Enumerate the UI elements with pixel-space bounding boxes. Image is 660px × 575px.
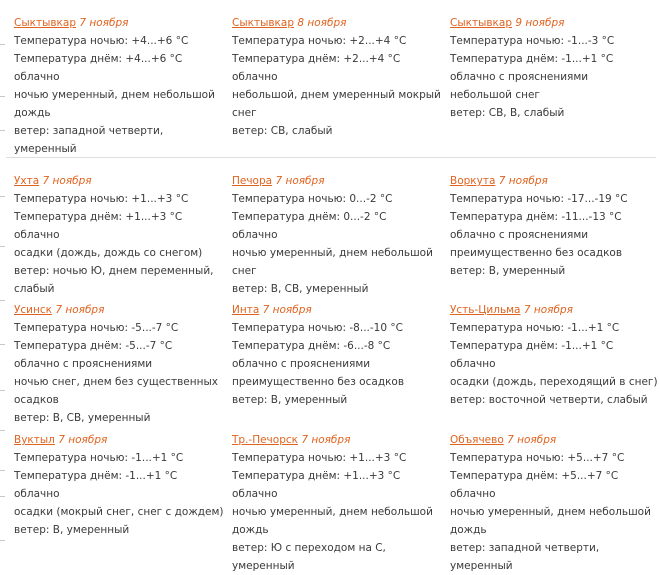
precipitation: ночью умеренный, днем небольшой дождь	[14, 89, 215, 119]
forecast-date: 7 ноября	[58, 434, 108, 446]
forecast-date: 7 ноября	[275, 175, 325, 187]
cloudiness: облачно с прояснениями	[450, 71, 589, 83]
wind: ветер: В, умеренный	[450, 265, 566, 277]
precipitation: осадки (мокрый снег, снег с дождем)	[14, 506, 224, 518]
forecast-card	[232, 301, 447, 409]
forecast-date: 9 ноября	[515, 17, 565, 29]
forecast-date: 8 ноября	[297, 17, 347, 29]
precipitation: преимущественно без осадков	[232, 376, 405, 388]
day-temperature: Температура днём: +5...+7 °С	[450, 470, 619, 482]
left-edge-marks	[0, 0, 6, 572]
forecast-card	[14, 431, 229, 539]
day-temperature: Температура днём: +1...+3 °С	[14, 211, 183, 223]
precipitation: осадки (дождь, дождь со снегом)	[14, 247, 203, 259]
day-temperature: Температура днём: +2...+4 °С	[232, 53, 401, 65]
precipitation: небольшой, днем умеренный мокрый снег	[232, 89, 441, 119]
precipitation: ночью умеренный, днем небольшой дождь	[450, 506, 651, 536]
cloudiness: облачно с прояснениями	[232, 358, 371, 370]
forecast-date: 7 ноября	[507, 434, 557, 446]
cloudiness: облачно с прояснениями	[450, 229, 589, 241]
cloudiness: облачно	[14, 71, 60, 83]
wind: ветер: западной четверти, умеренный	[450, 542, 600, 572]
cloudiness: облачно	[450, 358, 496, 370]
forecast-card	[232, 172, 447, 298]
forecast-date: 7 ноября	[55, 304, 105, 316]
city-link[interactable]: Инта	[232, 304, 260, 316]
wind: ветер: западной четверти, умеренный	[14, 125, 164, 155]
precipitation: ночью умеренный, днем небольшой дождь	[232, 506, 433, 536]
wind: ветер: СВ, слабый	[232, 125, 333, 137]
city-link[interactable]: Сыктывкар	[14, 17, 77, 29]
night-temperature: Температура ночью: -5...-7 °С	[14, 322, 179, 334]
forecast-date: 7 ноября	[79, 17, 129, 29]
forecast-card	[450, 431, 660, 575]
precipitation: небольшой снег	[450, 89, 540, 101]
city-link[interactable]: Усинск	[14, 304, 52, 316]
night-temperature: Температура ночью: -1...+1 °С	[450, 322, 620, 334]
forecast-date: 7 ноября	[498, 175, 548, 187]
night-temperature: Температура ночью: +1...+3 °С	[14, 193, 189, 205]
city-link[interactable]: Вуктыл	[14, 434, 55, 446]
wind: ветер: Ю с переходом на С, умеренный	[232, 542, 386, 572]
forecast-card	[450, 301, 660, 409]
city-link[interactable]: Воркута	[450, 175, 496, 187]
cloudiness: облачно	[450, 488, 496, 500]
wind: ветер: СВ, В, слабый	[450, 107, 565, 119]
wind: ветер: В, СВ, умеренный	[14, 412, 151, 424]
cloudiness: облачно	[232, 229, 278, 241]
forecast-card	[14, 301, 229, 427]
cloudiness: облачно	[14, 229, 60, 241]
precipitation: осадки (дождь, переходящий в снег)	[450, 376, 658, 388]
precipitation: ночью снег, днем без существенных осадков	[14, 376, 218, 406]
cloudiness: облачно	[232, 71, 278, 83]
day-temperature: Температура днём: -1...+1 °С	[14, 470, 178, 482]
city-link[interactable]: Ухта	[14, 175, 40, 187]
wind: ветер: В, умеренный	[232, 394, 348, 406]
city-link[interactable]: Печора	[232, 175, 273, 187]
night-temperature: Температура ночью: -17...-19 °С	[450, 193, 628, 205]
forecast-card	[450, 172, 660, 280]
day-temperature: Температура днём: 0...-2 °С	[232, 211, 387, 223]
forecast-card	[450, 14, 660, 122]
night-temperature: Температура ночью: 0...-2 °С	[232, 193, 393, 205]
day-temperature: Температура днём: +1...+3 °С	[232, 470, 401, 482]
forecast-card	[14, 172, 229, 298]
forecast-card	[14, 14, 229, 158]
city-link[interactable]: Объячево	[450, 434, 504, 446]
precipitation: ночью умеренный, днем небольшой снег	[232, 247, 433, 277]
wind: ветер: В, умеренный	[14, 524, 130, 536]
night-temperature: Температура ночью: +5...+7 °С	[450, 452, 625, 464]
city-link[interactable]: Усть-Цильма	[450, 304, 521, 316]
wind: ветер: В, СВ, умеренный	[232, 283, 369, 295]
day-temperature: Температура днём: -1...+1 °С	[450, 53, 614, 65]
forecast-date: 7 ноября	[301, 434, 351, 446]
forecast-date: 7 ноября	[523, 304, 573, 316]
city-link[interactable]: Тр.-Печорск	[232, 434, 298, 446]
forecast-date: 7 ноября	[42, 175, 92, 187]
forecast-card	[232, 431, 447, 575]
night-temperature: Температура ночью: -8...-10 °С	[232, 322, 403, 334]
night-temperature: Температура ночью: +4...+6 °С	[14, 35, 189, 47]
precipitation: преимущественно без осадков	[450, 247, 623, 259]
cloudiness: облачно с прояснениями	[14, 358, 153, 370]
day-temperature: Температура днём: -6...-8 °С	[232, 340, 391, 352]
forecast-card	[232, 14, 447, 140]
forecast-date: 7 ноября	[262, 304, 312, 316]
night-temperature: Температура ночью: +1...+3 °С	[232, 452, 407, 464]
night-temperature: Температура ночью: -1...-3 °С	[450, 35, 615, 47]
city-link[interactable]: Сыктывкар	[450, 17, 513, 29]
day-temperature: Температура днём: -11...-13 °С	[450, 211, 622, 223]
day-temperature: Температура днём: -1...+1 °С	[450, 340, 614, 352]
day-temperature: Температура днём: +4...+6 °С	[14, 53, 183, 65]
cloudiness: облачно	[232, 488, 278, 500]
wind: ветер: восточной четверти, слабый	[450, 394, 648, 406]
city-link[interactable]: Сыктывкар	[232, 17, 295, 29]
day-temperature: Температура днём: -5...-7 °С	[14, 340, 173, 352]
wind: ветер: ночью Ю, днем переменный, слабый	[14, 265, 214, 295]
night-temperature: Температура ночью: -1...+1 °С	[14, 452, 184, 464]
night-temperature: Температура ночью: +2...+4 °С	[232, 35, 407, 47]
cloudiness: облачно	[14, 488, 60, 500]
